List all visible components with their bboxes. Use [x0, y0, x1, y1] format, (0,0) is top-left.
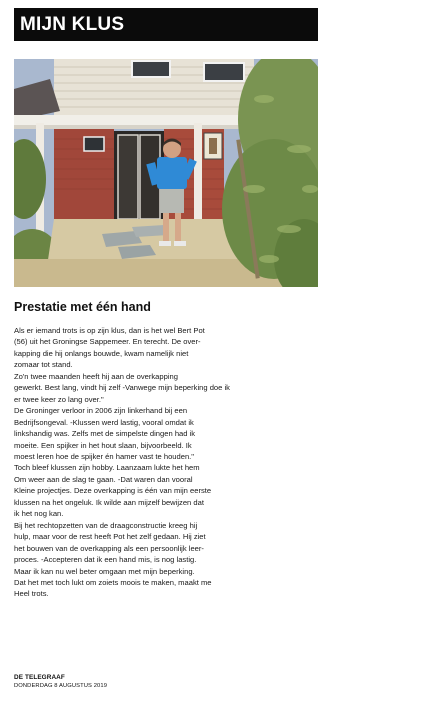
article-line: Bedrijfsongeval. -Klussen werd lastig, vooral omdat ik [14, 417, 194, 427]
publication-date: DONDERDAG 8 AUGUSTUS 2019 [14, 683, 108, 689]
article-line: proces. -Accepteren dat ik een hand mis, is nog lastig. [14, 555, 197, 565]
article-line: het bouwen van de overkapping als een persoonlijk leer- [14, 543, 204, 553]
article-line: Als er iemand trots is op zijn klus, dan is het wel Bert Pot [14, 326, 205, 335]
article-line: Bij het rechtopzetten van de draagconstructie kreeg hij [14, 520, 198, 530]
article-line: Kleine projectjes. Deze overkapping is één van mijn eerste [14, 486, 212, 496]
article-line: (56) uit het Groningse Sappemeer. En terecht. De over- [14, 337, 201, 347]
article-line: er twee keer zo lang over." [14, 394, 104, 404]
article-line: hulp, maar voor de rest heeft Pot het zelf gedaan. Hij ziet [14, 532, 206, 542]
article-line: moeite. Een spijker in het hout slaan, bijvoorbeeld. Ik [14, 440, 192, 450]
article-line: Zo'n twee maanden heeft hij aan de overkapping [14, 371, 178, 381]
section-banner [14, 8, 318, 41]
article-photo [14, 59, 318, 287]
article-body [14, 325, 314, 600]
article-line: Maar ik kan nu wel beter omgaan met mijn beperking. [14, 566, 195, 576]
article-line: Dat het met toch lukt om zoiets moois te maken, maakt me [14, 577, 212, 587]
article-line: Om weer aan de slag te gaan. -Dat waren dan vooral [14, 474, 193, 484]
article-line: Heel trots. [14, 589, 49, 599]
article-line: klussen na het ongeluk. Ik wilde aan mijzelf bewijzen dat [14, 497, 204, 507]
garden-overkapping-photo [14, 59, 318, 287]
article-line: De Groninger verloor in 2006 zijn linkerhand bij een [14, 406, 188, 416]
article-line: moest leren hoe de spijker én hamer vast te houden." [14, 451, 194, 461]
article-line: linkshandig was. Zelfs met de simpelste dingen had ik [14, 429, 196, 439]
article-line: zomaar tot stand. [14, 360, 73, 370]
article-headline: Prestatie met één hand [14, 300, 151, 314]
article-line: Toch bleef klussen zijn hobby. Laanzaam lukte het hem [14, 463, 200, 473]
source-credit [14, 673, 214, 690]
newspaper-name: DE TELEGRAAF [14, 674, 65, 681]
article-line: gewerkt. Best lang, vindt hij zelf -Vanwege mijn beperking doe ik [14, 383, 230, 393]
section-title: MIJN KLUS [20, 14, 125, 35]
article-line: kapping die hij onlangs bouwde, kwam namelijk niet [14, 348, 189, 358]
article-line: ik het nog kan. [14, 509, 64, 519]
